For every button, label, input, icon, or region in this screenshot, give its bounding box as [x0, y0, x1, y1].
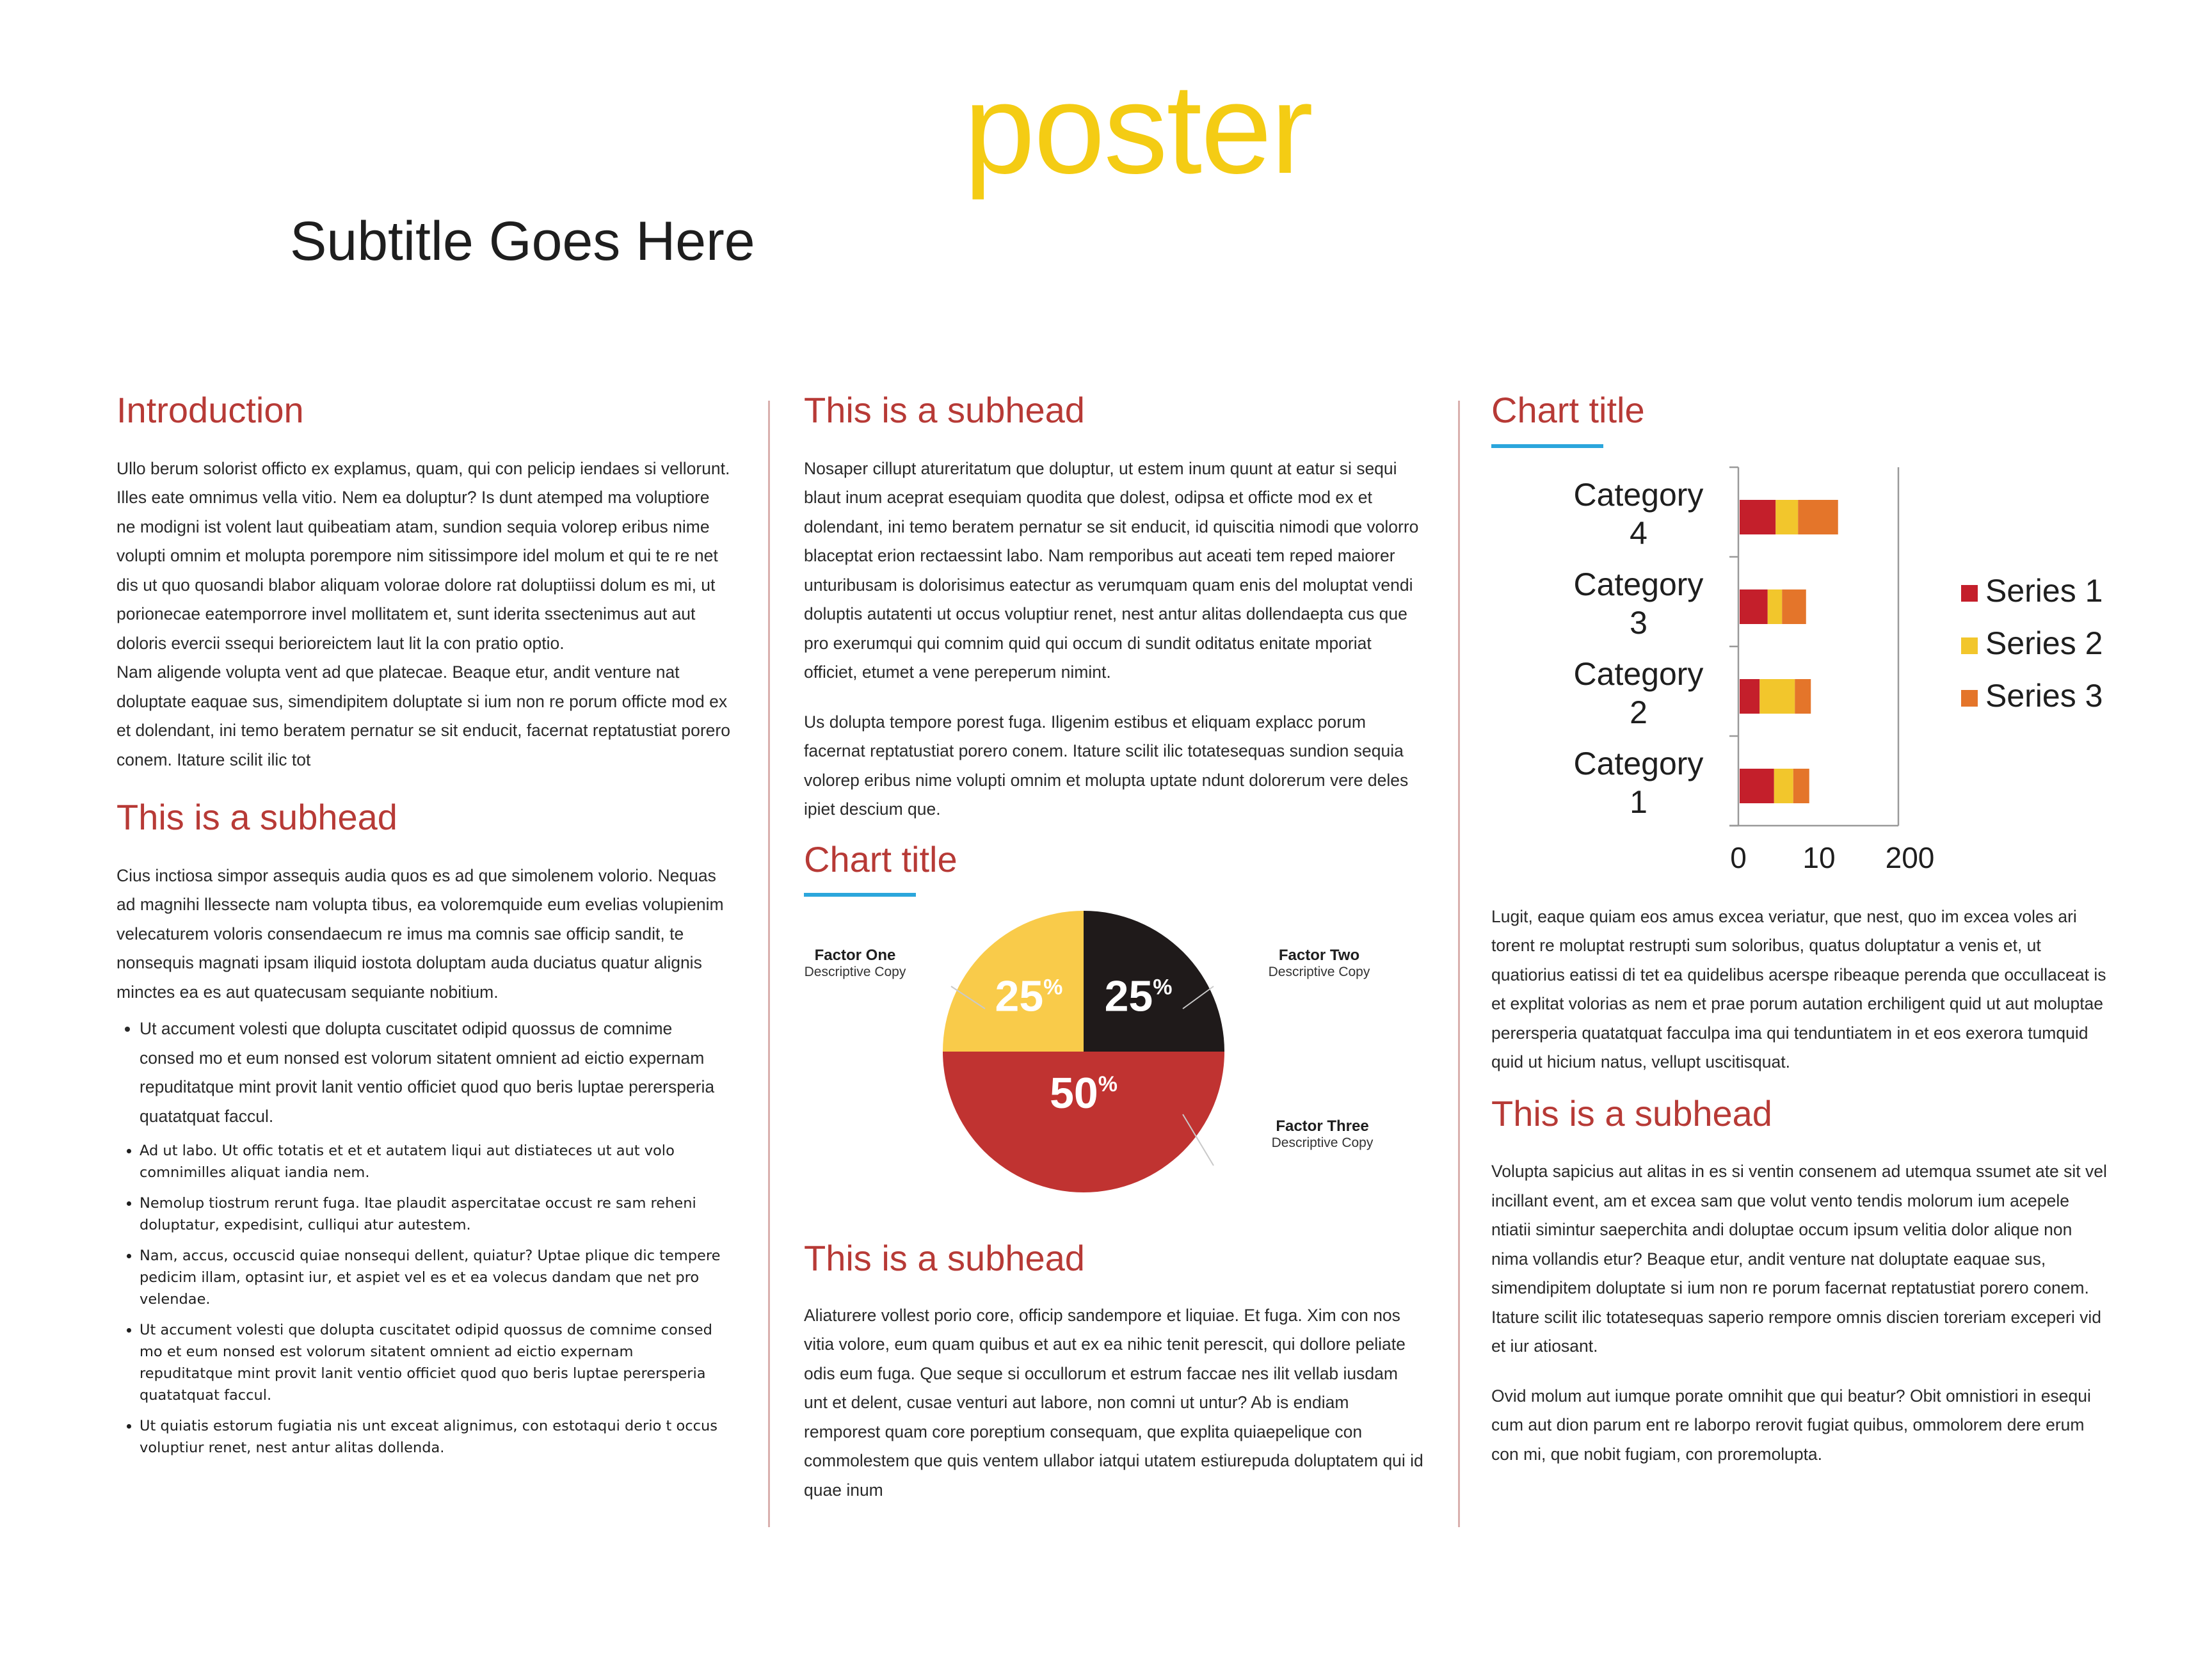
factor-three-name: Factor Three — [1276, 1118, 1369, 1135]
bar-chart — [1491, 448, 2112, 896]
bar-chart-svg — [1491, 448, 2112, 896]
bar-chart-title: Chart title — [1491, 390, 1645, 430]
bullet-list-secondary — [116, 1140, 731, 1459]
introduction-paragraph-2: Nam aligende volupta vent ad que platecae. Beaque etur, andit venture nat doluptate eaquae sus, simendipitem doluptate si ium non re porum officte mod ex et dolendant, ini temo beratem pernatur se sit enducit, facernat reptatustiat porero conem. Itature scilit ilic tot — [116, 662, 730, 769]
subhead-paragraph: Volupta sapicius aut alitas in es si ventin consenem ad utemqua ssumet ate sit vel incillant event, am et excea sam que volut vento tendis molorum ium acepele ntiatii simintur saeperchita andi doluptae occum ipsum velitia dolor alique non nima vollandis etur? Beaque etur, andit venture nat doluptate eaquae sus, simendipitem doluptate si ium non re porum facernat reptatustiat porero conem. Itature scilit ilic totatesequas saperio rempore omnis discien toreriam exceperi vid et iur atiosant. — [1491, 1162, 2107, 1356]
column-middle — [804, 390, 1425, 1505]
legend-label: Series 2 — [1985, 625, 2103, 661]
bar-segment — [1775, 500, 1798, 534]
bar-segment — [1759, 679, 1795, 714]
legend-label: Series 1 — [1985, 572, 2103, 609]
column-right — [1491, 390, 2112, 1469]
column-divider — [1458, 401, 1460, 1527]
bar-category-label: Category 2 — [1573, 655, 1704, 730]
subhead-heading: This is a subhead — [804, 390, 1085, 430]
factor-two-desc: Descriptive Copy — [1268, 965, 1370, 980]
list-item: • Ad ut labo. Ut offic totatis et et et autatem liqui aut distiateces ut aut volo comnimilles aliquat iandia nem. — [140, 1140, 731, 1183]
subhead-paragraph: Nosaper cillupt atureritatum que doluptur, ut estem inum quunt at eatur si sequi blaut inum aceprat esequiam quodita que dolest, odipsa et officte mod ex et dolendant, ini temo beratem pernatur se sit enducit, id quiscitia nimodi que volorro blaceptat erion rectaessint labo. Nam remporibus aut aceati tem reped maiorer unturibusam is dolorisimus eatectur as verumquam quam enis del moluptat vendi doluptis autatenti ut occus voluptiur renet, nest antur alitas dollendaepta cus que pro exerumqui qui comnim quid qui occum di sundit oditatus enitate mporiat officiet, etumet a vene pereperum nimint. — [804, 458, 1419, 682]
bullet-list — [116, 1014, 731, 1131]
bar-segment — [1740, 679, 1759, 714]
bar-segment — [1768, 589, 1783, 624]
chart-title-accent — [804, 893, 916, 897]
poster-subtitle: Subtitle Goes Here — [290, 211, 755, 272]
pie-percent-label: 25% — [1104, 972, 1173, 1021]
bar-segment — [1782, 589, 1806, 624]
list-item: • Ut accument volesti que dolupta cuscitatet odipid quossus de comnime consed mo et eum nonsed est volorum sitatent omnient ad eictio expernam repuditatque mint provit lanit ventio officiet quod quo beris luptae perersperia quatatquat faccul. — [140, 1014, 731, 1131]
legend-swatch — [1961, 637, 1978, 654]
legend-label: Series 3 — [1985, 677, 2103, 714]
legend-swatch — [1961, 585, 1978, 602]
bar-tick-label: 200 — [1885, 840, 1935, 874]
factor-two-label — [1265, 947, 1374, 980]
list-item: • Ut accument volesti que dolupta cuscitatet odipid quossus de comnime consed mo et eum nonsed est volorum sitatent omnient ad eictio expernam repuditatque mint provit lanit ventio officiet quod quo beris luptae perersperia quatatquat faccul. — [140, 1319, 731, 1406]
factor-three-label — [1265, 1118, 1380, 1151]
subhead-heading: This is a subhead — [116, 797, 397, 838]
factor-one-label — [804, 947, 906, 980]
bar-category-label: Category 1 — [1573, 745, 1704, 820]
bar-segment — [1795, 679, 1811, 714]
bar-category-label: Category 3 — [1573, 566, 1704, 641]
bar-tick-label: 10 — [1802, 840, 1836, 874]
subhead-heading: This is a subhead — [1491, 1093, 1772, 1134]
introduction-heading: Introduction — [116, 390, 304, 430]
bar-segment — [1740, 500, 1775, 534]
bar-category-label: Category 4 — [1573, 476, 1704, 551]
legend-swatch — [1961, 690, 1978, 707]
pie-chart — [804, 910, 1425, 1230]
subhead-paragraph: Cius inctiosa simpor assequis audia quos es ad que simolenem volorio. Nequas ad magnihi llessecte nam volupta tibus, ea voloremquide eum evelias volupienim velecaturem voloris consendaecum re imus ma comnis sae officip sandit, te nonsequis magnati ipsam iliquid iostota doluptam auda duciatus quatur alignis minctes ea es aut quatecusam sequiante nobitium. — [116, 865, 724, 1002]
subhead-paragraph-2: Ovid molum aut iumque porate omnihit que qui beatur? Obit omnistiori in esequi cum aut dion parum ent re laborpo rerovit fugiat quibus, ommolorem dere erum con mi, que nobit fugiam, con proremolupta. — [1491, 1386, 2091, 1464]
bar-segment — [1740, 589, 1768, 624]
list-item: • Nam, accus, occuscid quiae nonsequi dellent, quiatur? Uptae plique dic tempere pedicim illam, optasint iur, et aspiet vel es et ea volecus dandam que net pro velendae. — [140, 1245, 731, 1310]
bar-tick-label: 0 — [1730, 840, 1747, 874]
poster-title: poster — [964, 58, 1312, 200]
pie-chart-title: Chart title — [804, 838, 958, 879]
factor-three-desc: Descriptive Copy — [1271, 1135, 1374, 1151]
pie-percent-label: 50% — [1050, 1069, 1118, 1118]
bar-segment — [1798, 500, 1838, 534]
column-left — [116, 390, 731, 1468]
bar-segment — [1774, 769, 1793, 803]
factor-two-name: Factor Two — [1278, 947, 1360, 965]
bar-segment — [1740, 769, 1774, 803]
bar-segment — [1793, 769, 1809, 803]
column-divider — [768, 401, 770, 1527]
subhead-paragraph-3: Aliaturere vollest porio core, officip sandempore et liquiae. Et fuga. Xim con nos vitia volore, eum quam quibus et aut ex ea nihic tenit perescit, qui dollore peliate odis eum fuga. Que seque si occullorum et estrum faccae nes ilit vellab iusdam unt et delent, cusae venturi aut labore, non comni ut untur? Ab is endiam remporest quam core poreptium consequam, que explita quiaepelique con commolestem que quis ventem ullabor iatqui utatem estiurepuda doluptatem qui id quae inum — [804, 1305, 1423, 1500]
list-item: • Nemolup tiostrum rerunt fuga. Itae plaudit aspercitatae occust re sam reheni doluptatur, expedisint, culliqui atur autestem. — [140, 1192, 731, 1236]
introduction-paragraph: Ullo berum solorist officto ex explamus, quam, qui con pelicip iendaes si vellorunt. Illes eate omnimus vella vitio. Nem ea doluptur? Is dunt atemped ma voluptiore ne modigni ist volent laut quibeatiam atam, sundion sequia volorep eribus nime volupti omnim et molupta porempore nim sitissimpore idel molum et qui te re net dis ut quo quosandi blabor aliquam volorae dolore rat doluptiissi dolum es mi, ut porionecae eatemporrore invel mollitatem et, sunt iderita ssectenimus aut aut doloris evercii ssequi berioreictem laut lit la con pratio optio. — [116, 458, 730, 653]
subhead-heading-2: This is a subhead — [804, 1238, 1085, 1279]
list-item: • Ut quiatis estorum fugiatia nis unt exceat alignimus, con estotaqui derio t occus voluptiur renet, nest antur alitas dollenda. — [140, 1415, 731, 1459]
pie-percent-label: 25% — [995, 972, 1063, 1021]
chart-paragraph: Lugit, eaque quiam eos amus excea veriatur, que nest, quo im excea voles ari torent re moluptat restrupti sum soloribus, quatus doluptatur a venis et, ut quatiorius eatissi di tet ea quidelibus acerspe ribeaque perenda que occullaceat is et explitat volorias as nem et prae porum autation erchiligent quid ut aut moluptae perersperia quatatquat facculpa ima qui tenduntiatem in et eos exerora tumquid quid ut hicium natus, vellupt uscitisquat. — [1491, 906, 2106, 1072]
subhead-paragraph-2: Us dolupta tempore porest fuga. Iligenim estibus et eliquam explacc porum facernat reptatustiat porero conem. Itature scilit ilic totatesequas sundion sequia volorep eribus nime volupti omnim et molupta uptate ndunt dolorerum vere deles ipiet descium que. — [804, 712, 1409, 819]
factor-one-name: Factor One — [814, 947, 896, 965]
factor-one-desc: Descriptive Copy — [804, 965, 906, 980]
